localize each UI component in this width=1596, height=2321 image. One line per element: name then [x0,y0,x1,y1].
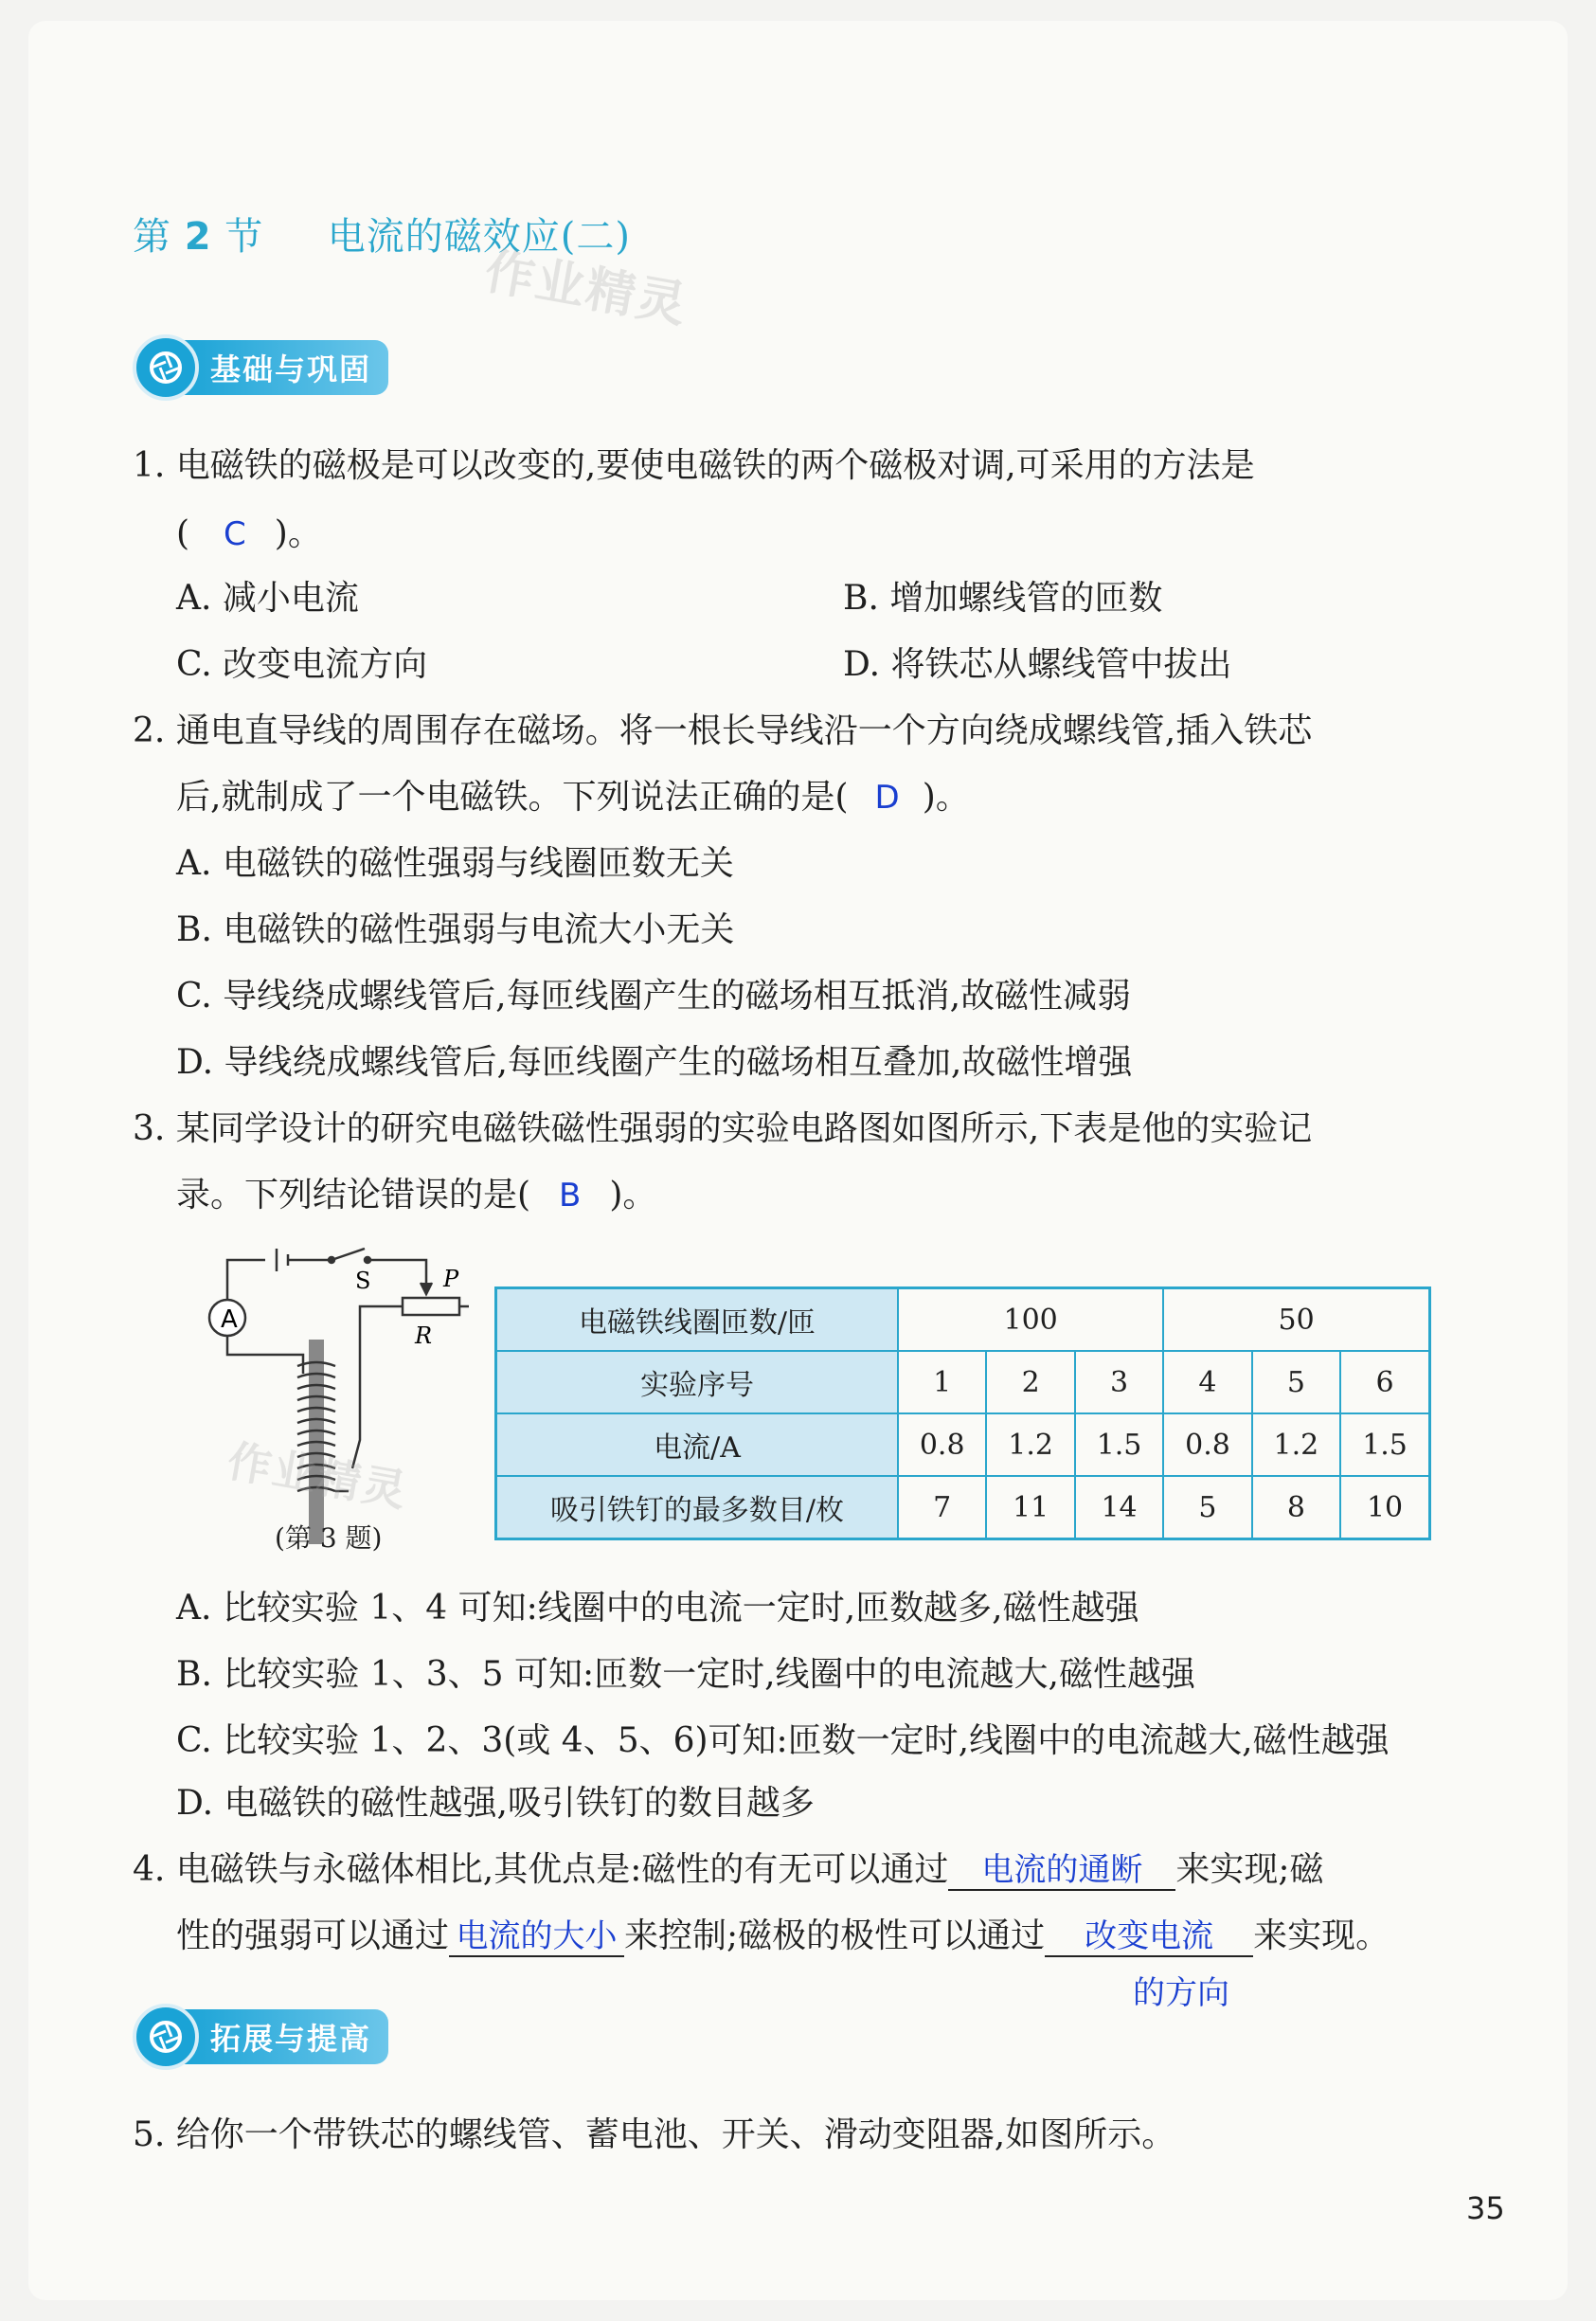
nails-cell: 11 [986,1476,1074,1539]
row-header-nails: 吸引铁钉的最多数目/枚 [496,1476,899,1539]
q4-line1 [133,1847,1324,1893]
badge-basic-label: 基础与巩固 [178,340,388,395]
q2-option-b: B. 电磁铁的磁性强弱与电流大小无关 [176,910,735,949]
page-number: 35 [1466,2190,1505,2226]
q4-text-3: 性的强弱可以通过 [176,1916,450,1955]
q1-answer: C [224,515,246,553]
row-header-turns: 电磁铁线圈匝数/匝 [496,1288,899,1352]
q1-stem: 1. 电磁铁的磁极是可以改变的,要使电磁铁的两个磁极对调,可采用的方法是 [133,446,1255,485]
turns-cell: 100 [898,1288,1163,1352]
table-row [496,1351,1430,1413]
trial-cell: 1 [898,1351,986,1413]
rheostat-label: R [415,1322,433,1349]
table-row [496,1476,1430,1539]
q2-paren-close: )。 [922,778,970,817]
q1-paren-open: ( [176,514,190,553]
table-row [496,1288,1430,1352]
q4-blank-1: 电流的通断 [948,1851,1175,1891]
q1-option-b: B. 增加螺线管的匝数 [843,579,1163,618]
row-header-current: 电流/A [496,1413,899,1476]
section-num: 2 [184,215,212,259]
nails-cell: 5 [1163,1476,1251,1539]
section-title-text: 电流的磁效应(二) [327,215,631,259]
q2-answer: D [874,779,900,817]
current-cell: 1.2 [986,1413,1074,1476]
q2-stem-line2 [176,775,970,820]
badge-basic [133,341,388,394]
q3-answer: B [559,1177,582,1214]
q2-stem-text: 后,就制成了一个电磁铁。下列说法正确的是( [176,778,849,817]
trial-cell: 5 [1252,1351,1340,1413]
row-header-trial: 实验序号 [496,1351,899,1413]
trial-cell: 6 [1340,1351,1429,1413]
q3-option-b: B. 比较实验 1、3、5 可知:匝数一定时,线圈中的电流越大,磁性越强 [176,1655,1195,1694]
q5-stem: 5. 给你一个带铁芯的螺线管、蓄电池、开关、滑动变阻器,如图所示。 [133,2115,1176,2154]
q2-option-c: C. 导线绕成螺线管后,每匝线圈产生的磁场相互抵消,故磁性减弱 [176,977,1132,1016]
slider-label: P [443,1266,459,1292]
q3-stem-text: 录。下列结论错误的是( [176,1176,531,1214]
trial-cell: 2 [986,1351,1074,1413]
q4-blank-2: 电流的大小 [449,1917,624,1957]
q3-figure-caption: (第 3 题) [275,1522,383,1554]
q4-blank-3-continued: 的方向 [1133,1974,1229,2012]
q3-stem: 3. 某同学设计的研究电磁铁磁性强弱的实验电路图如图所示,下表是他的实验记 [133,1109,1313,1148]
current-cell: 0.8 [1163,1413,1251,1476]
q3-stem-line2 [176,1173,656,1218]
current-cell: 1.5 [1340,1413,1429,1476]
q1-paren-close: )。 [274,514,322,553]
q3-paren-close: )。 [609,1176,657,1214]
trial-cell: 3 [1075,1351,1163,1413]
q4-text-2: 来实现;磁 [1175,1850,1324,1889]
watermark-figure: 作业精灵 [224,1434,412,1518]
q4-text-1: 4. 电磁铁与永磁体相比,其优点是:磁性的有无可以通过 [133,1850,949,1889]
q4-blank-3: 改变电流 [1045,1917,1253,1957]
nails-cell: 7 [898,1476,986,1539]
switch-label: S [355,1268,371,1294]
q2-stem: 2. 通电直导线的周围存在磁场。将一根长导线沿一个方向绕成螺线管,插入铁芯 [133,711,1313,750]
q1-option-d: D. 将铁芯从螺线管中拔出 [843,645,1232,684]
nails-cell: 10 [1340,1476,1429,1539]
badge-extend [133,2010,388,2063]
section-num-suffix: 节 [224,215,264,259]
ammeter-label: A [221,1305,238,1334]
q1-option-c: C. 改变电流方向 [176,645,428,684]
trial-cell: 4 [1163,1351,1251,1413]
watermark: 作业精灵 [480,243,692,335]
aperture-icon [133,2004,199,2070]
current-cell: 0.8 [898,1413,986,1476]
q4-text-4: 来控制;磁极的极性可以通过 [624,1916,1046,1955]
q1-option-a: A. 减小电流 [176,579,359,618]
table-row [496,1413,1430,1476]
aperture-icon [133,334,199,401]
q4-text-5: 来实现。 [1253,1916,1390,1955]
nails-cell: 14 [1075,1476,1163,1539]
q1-stem-line2 [176,512,322,557]
turns-cell: 50 [1163,1288,1429,1352]
q3-option-a: A. 比较实验 1、4 可知:线圈中的电流一定时,匝数越多,磁性越强 [176,1589,1139,1628]
section-num-prefix: 第 [133,215,171,259]
q3-option-d: D. 电磁铁的磁性越强,吸引铁钉的数目越多 [176,1784,815,1823]
q4-line2 [176,1914,1390,1959]
q3-data-table [494,1286,1431,1540]
q3-option-c: C. 比较实验 1、2、3(或 4、5、6)可知:匝数一定时,线圈中的电流越大,磁性越强 [176,1721,1390,1760]
current-cell: 1.5 [1075,1413,1163,1476]
q2-option-a: A. 电磁铁的磁性强弱与线圈匝数无关 [176,844,734,883]
nails-cell: 8 [1252,1476,1340,1539]
q2-option-d: D. 导线绕成螺线管后,每匝线圈产生的磁场相互叠加,故磁性增强 [176,1043,1133,1082]
current-cell: 1.2 [1252,1413,1340,1476]
badge-extend-label: 拓展与提高 [178,2009,388,2064]
